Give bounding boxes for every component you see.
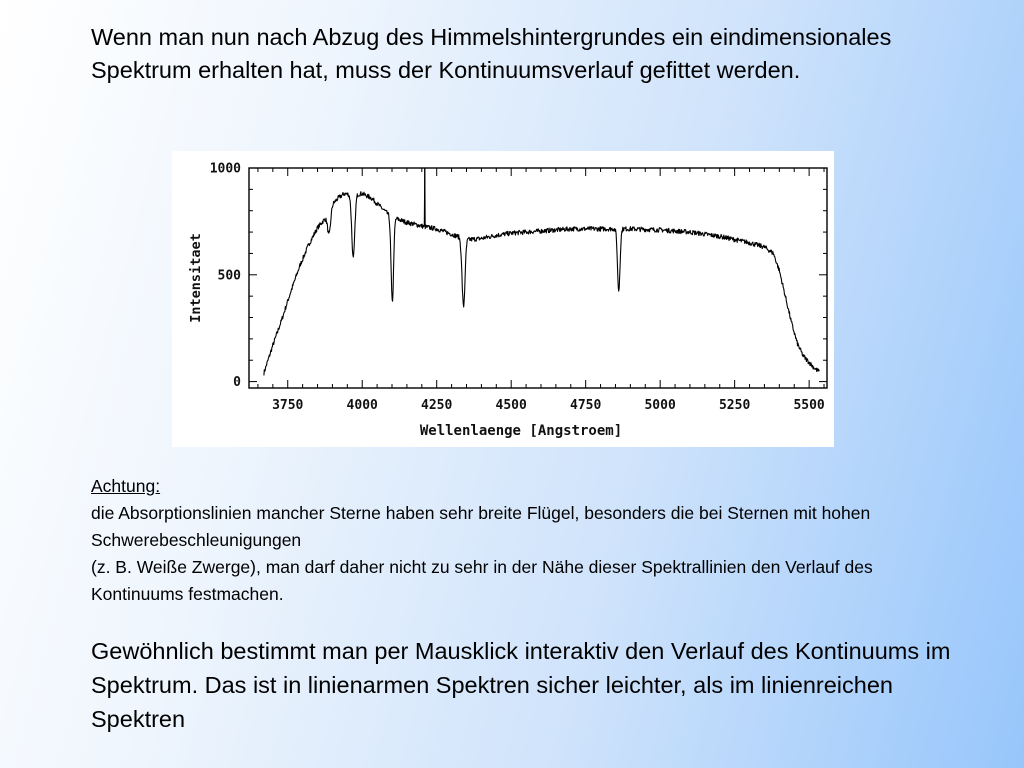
x-tick-label: 5000 <box>644 398 676 413</box>
x-tick-label: 4500 <box>495 398 527 413</box>
spectrum-figure <box>172 151 834 447</box>
spectrum-chart <box>172 151 834 447</box>
y-tick-label: 1000 <box>209 161 241 177</box>
note-line-2: (z. B. Weiße Zwerge), man darf daher nicht zu sehr in der Nähe dieser Spektrallinien den Verlauf des Kontinuums festmachen. <box>91 557 873 604</box>
note-block <box>91 473 961 608</box>
x-tick-label: 3750 <box>272 398 304 413</box>
y-axis-label: Intensitaet <box>188 233 204 323</box>
intro-text: Wenn man nun nach Abzug des Himmelshintergrundes ein eindimensionales Spektrum erhalten hat, muss der Kontinuumsverlauf gefittet werden. <box>91 24 892 83</box>
y-tick-label: 0 <box>233 375 241 391</box>
x-tick-label: 4250 <box>421 398 453 413</box>
x-tick-label: 4000 <box>346 398 378 413</box>
outro-text: Gewöhnlich bestimmt man per Mausklick interaktiv den Verlauf des Kontinuums im Spektrum. Das ist in linienarmen Spektren sicher leichter, als im linienreichen Spektren <box>91 638 951 732</box>
note-line-1: die Absorptionslinien mancher Sterne haben sehr breite Flügel, besonders die bei Sternen mit hohen Schwerebeschleunigungen <box>91 503 871 550</box>
x-tick-label: 5250 <box>718 398 751 413</box>
x-axis-label: Wellenlaenge [Angstroem] <box>419 423 623 439</box>
x-tick-label: 5500 <box>793 398 825 413</box>
note-heading: Achtung: <box>91 476 161 496</box>
spectrum-series-line <box>264 168 820 375</box>
x-tick-label: 4750 <box>570 398 602 413</box>
y-tick-label: 500 <box>217 268 241 284</box>
